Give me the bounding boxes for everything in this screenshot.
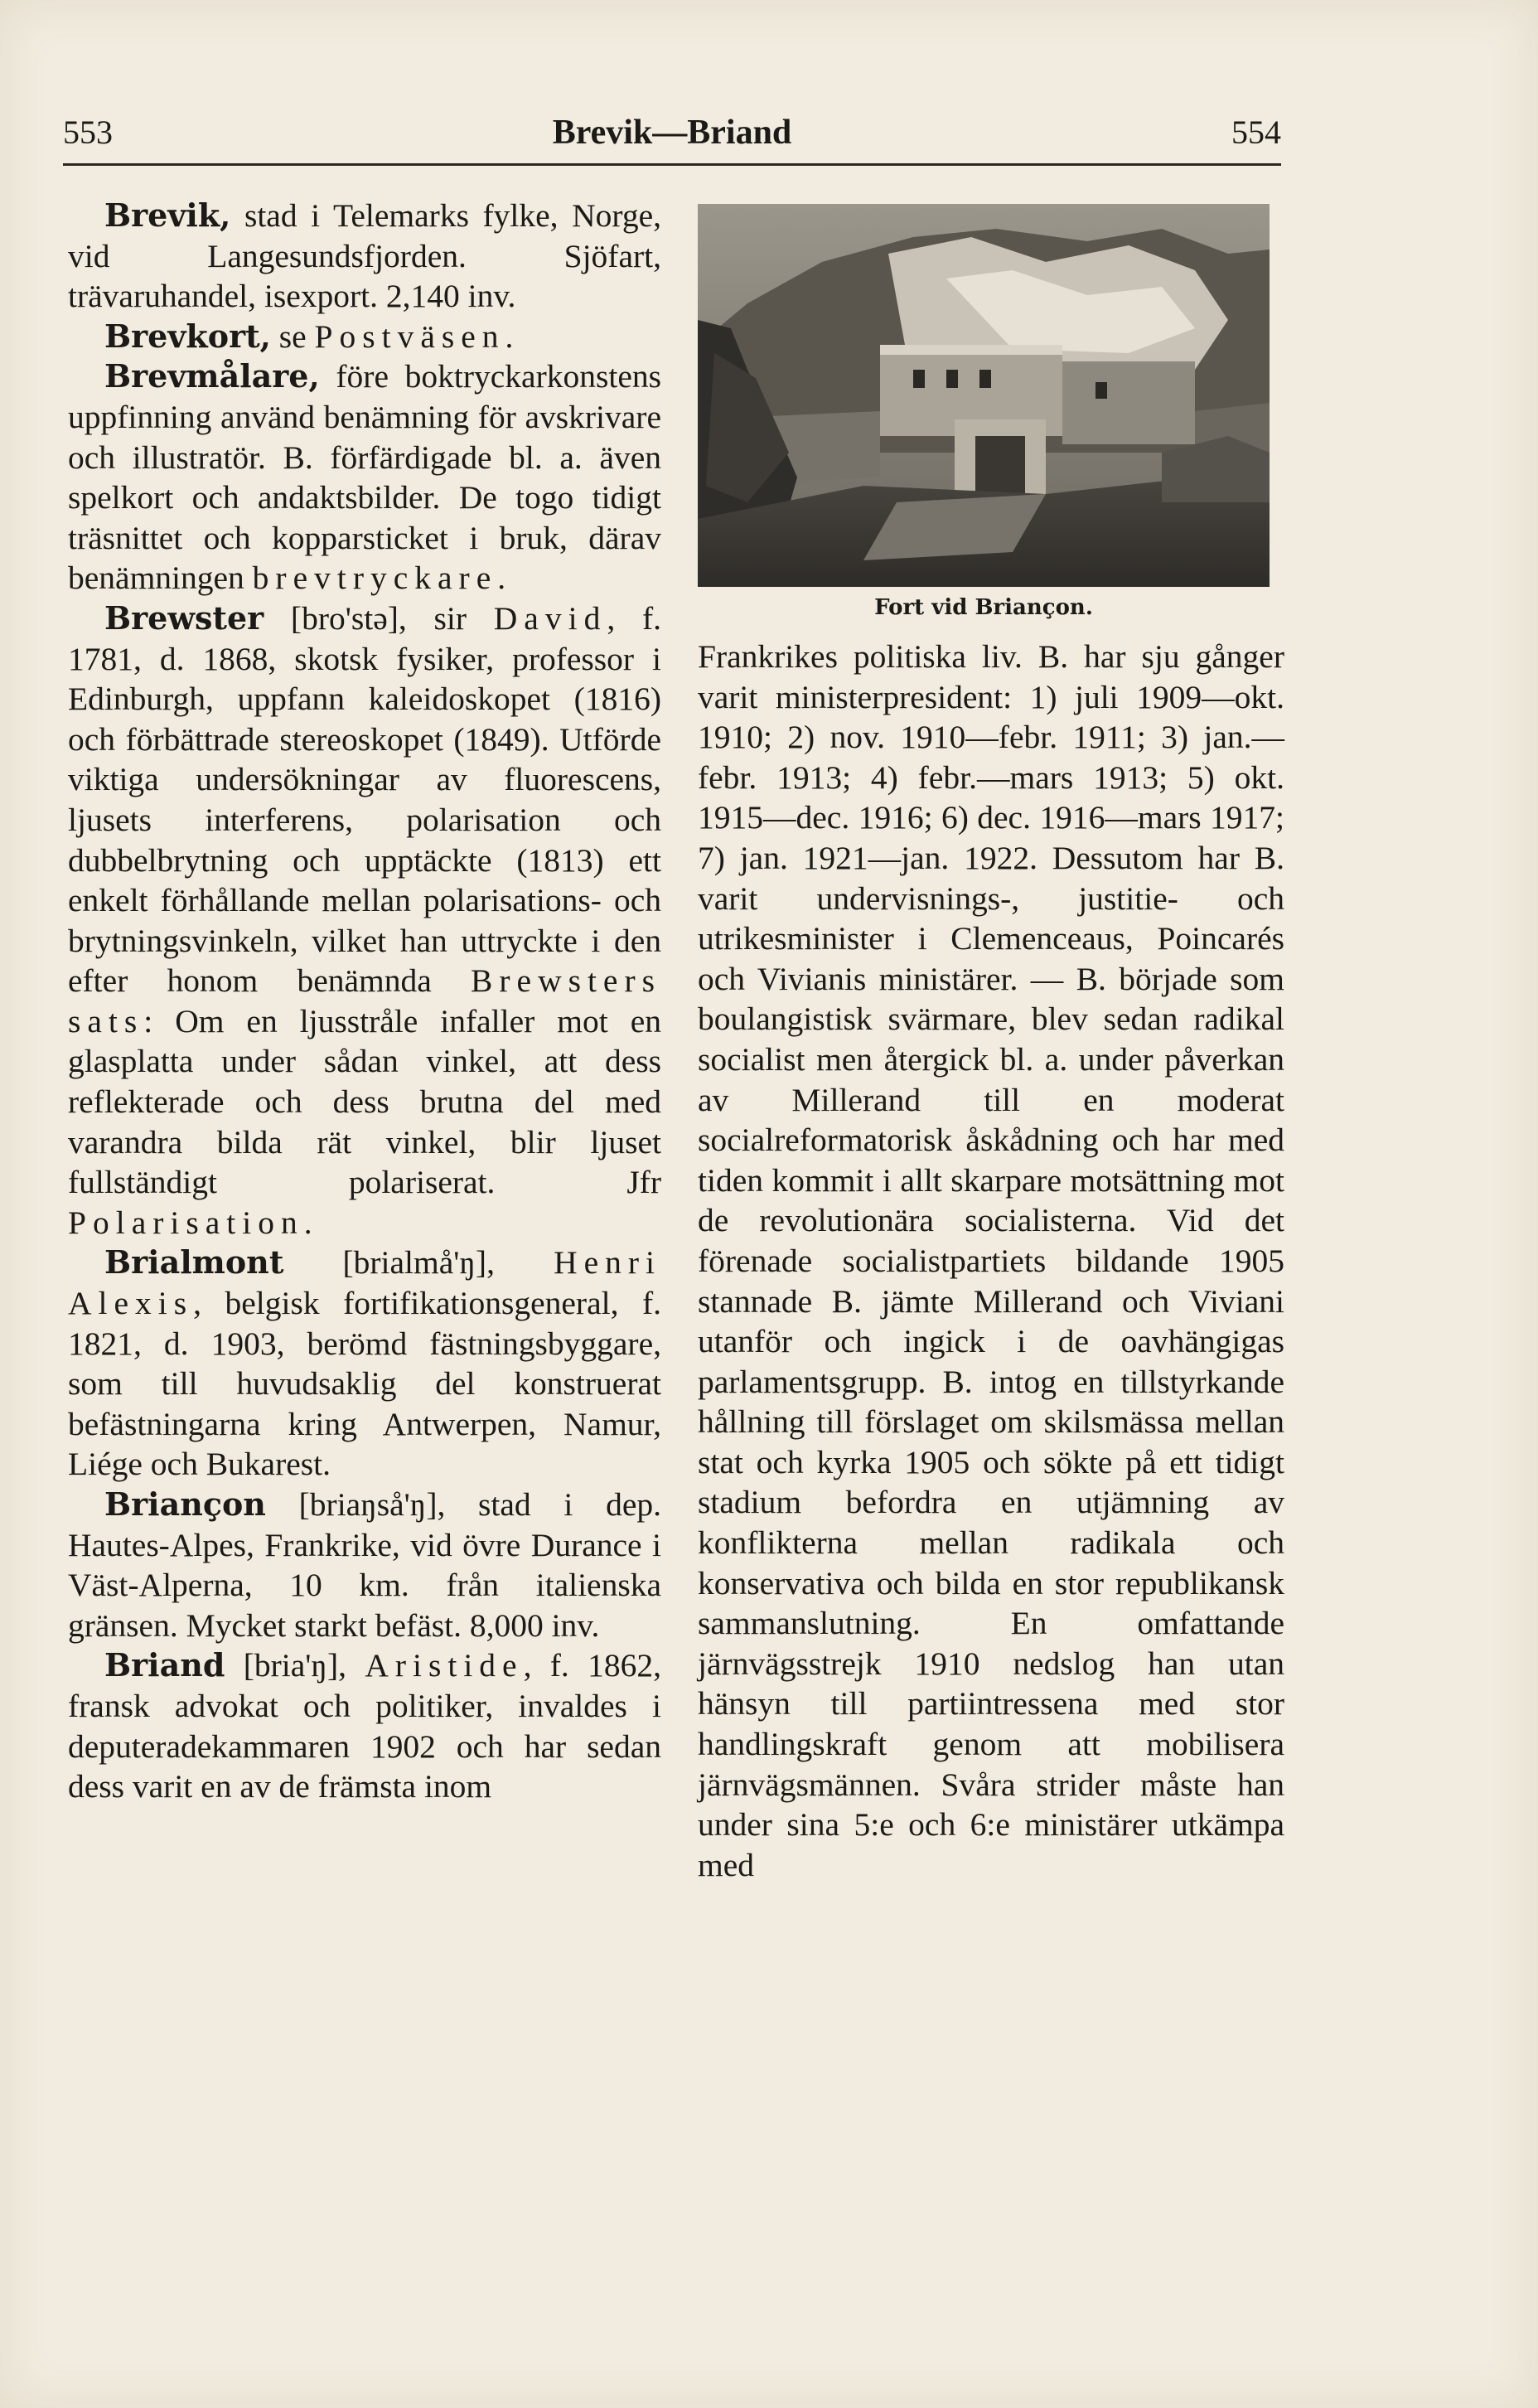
headword: Briand <box>104 1646 225 1684</box>
running-title: Brevik—Briand <box>552 114 792 152</box>
headword: Brevmålare, <box>104 357 320 395</box>
spaced-name: David <box>493 599 607 637</box>
entry-text: se <box>270 317 315 355</box>
page-number-right: 554 <box>1231 114 1281 151</box>
spaced-law: Brewsters sats <box>68 962 661 1039</box>
left-column <box>68 196 661 1807</box>
entry-text: . <box>505 317 514 355</box>
entry-briancon <box>68 1485 661 1645</box>
spaced-name: Henri Alexis <box>68 1244 661 1322</box>
headword: Brewster <box>104 598 264 637</box>
spaced-name: Aristide <box>365 1647 524 1684</box>
entry-text: . <box>303 1204 312 1241</box>
page-header <box>63 108 1281 157</box>
entry-brewster <box>68 598 661 1243</box>
entry-brevik <box>68 196 661 317</box>
entry-text: : Om en ljusstråle infaller mot en glasplatta under sådan vinkel, att dess reflekterade och dess brutna del med varandra bilda rät vinkel, blir ljuset fullständigt polariserat. Jfr <box>68 1002 661 1201</box>
page-number-left: 553 <box>63 114 113 151</box>
headword: Brevkort, <box>104 317 271 355</box>
entry-text: , f. 1862, fransk advokat och politiker, invaldes i deputeradekammaren 1902 och har sedan dess varit en av de främsta inom <box>68 1647 662 1805</box>
entry-brialmont <box>68 1243 661 1485</box>
cross-reference: Polarisation <box>68 1204 304 1241</box>
entry-text: , belgisk fortifikationsgeneral, f. 1821, d. 1903, berömd fästningsbyggare, som till huvudsaklig del konstruerat befästningarna kring Antwerpen, Namur, Liége och Bukarest. <box>68 1285 661 1483</box>
entry-brevmalare <box>68 356 661 598</box>
right-column <box>698 637 1284 1885</box>
entry-text: [briaŋså'ŋ], stad i dep. Hautes-Alpes, Frankrike, vid övre Durance i Väst-Alperna, 10 km. från italienska gränsen. Mycket starkt befäst. 8,000 inv. <box>68 1486 661 1644</box>
entry-text: . <box>497 560 506 597</box>
entry-briand-continued: Frankrikes politiska liv. B. har sju gånger varit ministerpresident: 1) juli 1909—okt. 1910; 2) nov. 1910—febr. 1911; 3) jan.—febr. 1913; 4) febr.—mars 1913; 5) okt. 1915—dec. 1916; 6) dec. 1916—mars 1917; 7) jan. 1921—jan. 1922. Dessutom har B. varit undervisnings-, justitie- och utrikesminister i Clemenceaus, Poincarés och Vivianis ministärer. — B. började som boulangistisk svärmare, blev sedan radikal socialist men återgick bl. a. under påverkan av Millerand till en moderat socialreformatorisk åskådning och har med tiden kommit i allt skarpare motsättning mot de revolutionära socialisterna. Vid det förenade socialistpartiets bildande 1905 stannade B. jämte Millerand och Viviani utanför och ingick i de oavhängigas parlamentsgrupp. B. intog en tillstyrkande hållning till förslaget om skilsmässa mellan stat och kyrka 1905 och sökte på ett tidigt stadium befordra en utjämning av konflikterna mellan radikala och konservativa och bilda en stor republikansk sammanslutning. En omfattande järnvägsstrejk 1910 nedslog han utan hänsyn till partiintressena med stor handlingskraft genom att mobilisera järnvägsmännen. Svåra strider måste han under sina 5:e och 6:e ministärer utkämpa med <box>698 638 1284 1883</box>
header-rule <box>63 163 1281 166</box>
fort-photo <box>698 204 1270 587</box>
entry-text: före boktryckarkonstens uppfinning använd benämning för avskrivare och illustratör. B. förfärdigade bl. a. även spelkort och andaktsbilder. De togo tidigt träsnittet och kopparsticket i bruk, därav benämningen <box>68 358 661 597</box>
headword: Briançon <box>104 1485 266 1523</box>
entry-text: [bro'stə], sir <box>264 599 494 637</box>
spaced-term: brevtryckare <box>252 560 498 597</box>
headword: Brevik, <box>104 196 231 234</box>
figure-caption: Fort vid Briançon. <box>874 595 1093 620</box>
entry-text: [bria'ŋ], <box>225 1647 365 1684</box>
entry-brevkort <box>68 317 661 357</box>
entry-briand <box>68 1645 661 1806</box>
entry-text: , f. 1781, d. 1868, skotsk fysiker, professor i Edinburgh, uppfann kaleidoskopet (1816) och förbättrade stereoskopet (1849). Utförde viktiga undersökningar av fluorescens, ljusets interferens, polarisation och dubbelbrytning och upptäckte (1813) ett enkelt förhållande mellan polarisations- och brytningsvinkeln, vilket han uttryckte i den efter honom benämnda <box>68 599 661 1000</box>
figure-fort-briancon <box>698 204 1270 587</box>
cross-reference: Postväsen <box>314 317 505 355</box>
entry-text: stad i Telemarks fylke, Norge, vid Langesundsfjorden. Sjöfart, trävaruhandel, isexport. 2,140 inv. <box>68 197 661 315</box>
entry-text: [brialmå'ŋ], <box>283 1244 554 1282</box>
headword: Brialmont <box>104 1243 284 1282</box>
